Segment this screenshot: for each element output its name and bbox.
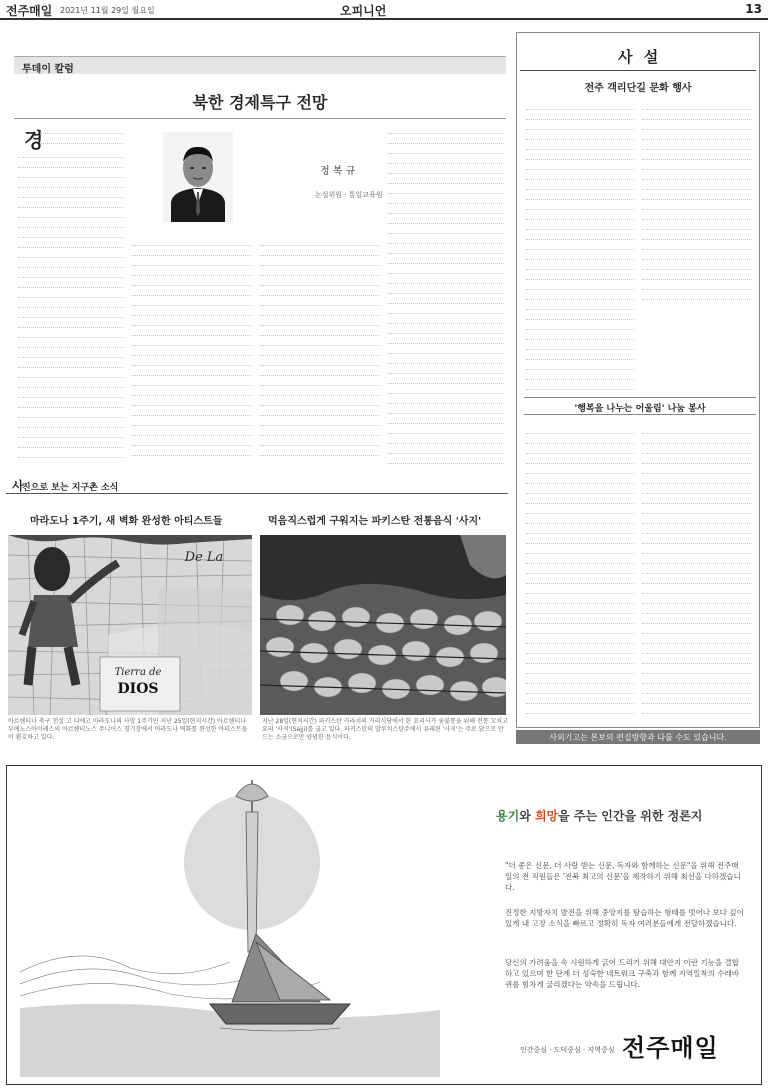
- text-line: [526, 170, 634, 180]
- text-line: [526, 160, 634, 170]
- column-label-bar: [14, 56, 506, 74]
- editorial-headline-2: '행복을 나누는 어울림' 나눔 봉사: [524, 397, 756, 415]
- text-line: [260, 356, 380, 366]
- text-line: [526, 544, 634, 554]
- text-line: [526, 644, 634, 654]
- text-line: [132, 426, 252, 436]
- text-line: [260, 406, 380, 416]
- text-line: [642, 544, 752, 554]
- text-line: [388, 134, 504, 144]
- text-line: [18, 158, 124, 168]
- text-line: [388, 374, 504, 384]
- text-line: [18, 148, 124, 158]
- text-line: [526, 290, 634, 300]
- text-line: [526, 310, 634, 320]
- text-line: [526, 370, 634, 380]
- text-line: [388, 184, 504, 194]
- text-line: [642, 494, 752, 504]
- text-line: [18, 178, 124, 188]
- text-line: [526, 614, 634, 624]
- text-line: [526, 434, 634, 444]
- text-line: [526, 444, 634, 454]
- text-line: [642, 484, 752, 494]
- text-line: [260, 246, 380, 256]
- column-text-col2: [132, 236, 252, 464]
- text-line: [526, 110, 634, 120]
- text-line: [260, 346, 380, 356]
- text-line: [642, 554, 752, 564]
- text-line: [132, 436, 252, 446]
- editorial-2-text-right: [642, 424, 752, 720]
- text-line: [260, 436, 380, 446]
- text-line: [642, 140, 752, 150]
- ad-paragraph-2: 진정한 지방자치 발전을 위해 중앙지를 탐습하는 형태를 벗어나 보다 깊이 있게 내 고장 소식을 빠르고 정확히 독자 여러분들에게 전달하겠습니다.: [505, 908, 744, 928]
- text-line: [526, 350, 634, 360]
- text-line: [526, 424, 634, 434]
- text-line: [526, 270, 634, 280]
- text-line: [526, 140, 634, 150]
- column-label: 투데이 칼럼: [22, 64, 74, 75]
- text-line: [132, 346, 252, 356]
- text-line: [526, 130, 634, 140]
- text-line: [388, 454, 504, 464]
- text-line: [260, 396, 380, 406]
- text-line: [526, 494, 634, 504]
- column-text-col4: [388, 124, 504, 464]
- text-line: [18, 328, 124, 338]
- text-line: [18, 388, 124, 398]
- text-line: [132, 266, 252, 276]
- text-line: [132, 276, 252, 286]
- text-line: [642, 260, 752, 270]
- text-line: [642, 110, 752, 120]
- text-line: [642, 240, 752, 250]
- page-header: [0, 0, 768, 20]
- ad-headline-part-2: 와: [519, 809, 535, 823]
- text-line: [526, 704, 634, 714]
- text-line: [260, 286, 380, 296]
- editorial-disclaimer: 사외기고는 본보의 편집방향과 다를 수도 있습니다.: [516, 730, 760, 744]
- right-photo-headline: 먹음직스럽게 구워지는 파키스탄 전통음식 '사지': [268, 516, 482, 527]
- text-line: [388, 174, 504, 184]
- text-line: [642, 100, 752, 110]
- author-name: 정 복 규: [320, 166, 356, 177]
- text-line: [526, 674, 634, 684]
- ad-logo: 전주매일: [622, 1034, 719, 1062]
- text-line: [388, 224, 504, 234]
- text-line: [388, 364, 504, 374]
- text-line: [18, 418, 124, 428]
- text-line: [388, 274, 504, 284]
- text-line: [642, 130, 752, 140]
- text-line: [132, 366, 252, 376]
- text-line: [388, 384, 504, 394]
- text-line: [526, 584, 634, 594]
- text-line: [388, 194, 504, 204]
- text-line: [642, 474, 752, 484]
- text-line: [526, 684, 634, 694]
- text-line: [260, 306, 380, 316]
- text-line: [18, 288, 124, 298]
- text-line: [642, 694, 752, 704]
- text-line: [526, 280, 634, 290]
- text-line: [132, 256, 252, 266]
- text-line: [388, 294, 504, 304]
- text-line: [132, 406, 252, 416]
- editorial-1-text-left: [526, 100, 634, 390]
- text-line: [526, 504, 634, 514]
- text-line: [18, 218, 124, 228]
- text-line: [40, 134, 124, 144]
- ad-paragraph-3: 당신의 가려움을 속 시원하게 긁어 드리기 위해 대안지 이란 기능을 결합하고 있으며 한 단계 더 성숙한 네트워크 구축과 함께 지역밀착의 수레바퀴를 힘차게 굴리겠다는 약속을 드립니다.: [505, 958, 739, 989]
- ad-headline-part-1: 용기: [496, 809, 520, 823]
- text-line: [388, 234, 504, 244]
- editorial-headline-1: 전주 객리단길 문화 행사: [584, 83, 692, 94]
- text-line: [526, 574, 634, 584]
- text-line: [642, 120, 752, 130]
- text-line: [526, 484, 634, 494]
- text-line: [388, 444, 504, 454]
- text-line: [642, 220, 752, 230]
- right-photo-caption: 지난 28일(현지시간) 파키스탄 카라치의 거리식당에서 한 요리사가 숯불통을 위해 전통 꼬치고 요리 '사지'(Sajji)를 굽고 있다. 파키스탄의 발루치스탄주에서 유래된 '사지'는 주로 닭으로 만드는 소금으로만 양념한 음식이다.: [262, 718, 508, 741]
- text-line: [260, 426, 380, 436]
- text-line: [642, 270, 752, 280]
- text-line: [526, 260, 634, 270]
- text-line: [132, 336, 252, 346]
- author-role: 논설위원 · 통일교육원: [315, 191, 383, 199]
- text-line: [642, 200, 752, 210]
- text-line: [642, 704, 752, 714]
- text-line: [642, 594, 752, 604]
- text-line: [260, 236, 380, 246]
- text-line: [18, 198, 124, 208]
- text-line: [260, 276, 380, 286]
- text-line: [132, 296, 252, 306]
- text-line: [526, 250, 634, 260]
- mural-text-3: DIOS: [117, 681, 159, 697]
- text-line: [388, 264, 504, 274]
- text-line: [260, 296, 380, 306]
- text-line: [18, 248, 124, 258]
- text-line: [526, 514, 634, 524]
- text-line: [642, 574, 752, 584]
- text-line: [388, 344, 504, 354]
- ad-headline-part-4: 을 주는 인간을 위한 정론지: [558, 809, 703, 823]
- left-photo-caption: 아르헨티나 축구 전설 고 디에고 마라도나의 사망 1주기인 지난 25일(현지시간) 아르헨티나 부에노스아이레스의 아르헨티노스 주니어스 경기장에서 마라도나 벽화를 완성한 아티스트들이 환호하고 있다.: [8, 718, 248, 741]
- text-line: [526, 300, 634, 310]
- text-line: [388, 334, 504, 344]
- text-line: [132, 286, 252, 296]
- text-line: [18, 208, 124, 218]
- text-line: [526, 100, 634, 110]
- column-title: 북한 경제특구 전망: [192, 93, 328, 112]
- editorial-label: 사 설: [618, 48, 662, 66]
- text-line: [388, 254, 504, 264]
- section-title: 오피니언: [340, 4, 387, 18]
- text-line: [18, 368, 124, 378]
- text-line: [642, 190, 752, 200]
- text-line: [260, 326, 380, 336]
- text-line: [388, 144, 504, 154]
- text-line: [388, 154, 504, 164]
- text-line: [642, 564, 752, 574]
- column-text-col1: [40, 124, 124, 146]
- editorial-divider: [520, 70, 756, 71]
- column-divider: [14, 118, 506, 119]
- text-line: [642, 444, 752, 454]
- text-line: [642, 584, 752, 594]
- editorial-1-text-right: [642, 100, 752, 300]
- text-line: [642, 674, 752, 684]
- text-line: [526, 534, 634, 544]
- photo-section-bar: [6, 476, 508, 494]
- text-line: [388, 354, 504, 364]
- text-line: [18, 298, 124, 308]
- text-line: [18, 188, 124, 198]
- text-line: [18, 168, 124, 178]
- text-line: [18, 338, 124, 348]
- ad-paragraph-1: "더 좋은 신문, 더 사랑 받는 신문, 독자와 함께하는 신문"을 위해 전주매일의 전 직원들은 '전북 최고의 신문'을 제작하기 위해 최선을 다하겠습니다.: [505, 861, 741, 892]
- text-line: [642, 180, 752, 190]
- text-line: [642, 150, 752, 160]
- text-line: [526, 180, 634, 190]
- text-line: [388, 434, 504, 444]
- text-line: [132, 376, 252, 386]
- text-line: [132, 416, 252, 426]
- text-line: [388, 424, 504, 434]
- photo-section-label: 진으로 보는 지구촌 소식: [22, 483, 119, 493]
- text-line: [388, 124, 504, 134]
- text-line: [132, 246, 252, 256]
- author-photo: [163, 132, 233, 222]
- text-line: [388, 404, 504, 414]
- text-line: [526, 654, 634, 664]
- text-line: [18, 408, 124, 418]
- text-line: [260, 446, 380, 456]
- text-line: [132, 306, 252, 316]
- text-line: [260, 366, 380, 376]
- text-line: [260, 266, 380, 276]
- text-line: [642, 654, 752, 664]
- photo-section-label-initial: 사: [12, 479, 24, 493]
- text-line: [642, 170, 752, 180]
- text-line: [526, 454, 634, 464]
- text-line: [132, 396, 252, 406]
- column-text-col1b: [18, 148, 124, 464]
- text-line: [260, 336, 380, 346]
- sajji-grill-photo: [260, 535, 506, 715]
- text-line: [132, 356, 252, 366]
- editorial-2-text-left: [526, 424, 634, 720]
- text-line: [526, 524, 634, 534]
- text-line: [388, 394, 504, 404]
- text-line: [388, 214, 504, 224]
- issue-date: 2021년 11월 29일 월요일: [60, 6, 155, 15]
- mural-text-1: De La: [184, 550, 224, 565]
- text-line: [642, 464, 752, 474]
- text-line: [642, 604, 752, 614]
- text-line: [526, 554, 634, 564]
- text-line: [18, 358, 124, 368]
- text-line: [526, 190, 634, 200]
- ad-illustration: [20, 772, 440, 1077]
- text-line: [18, 268, 124, 278]
- text-line: [526, 694, 634, 704]
- text-line: [18, 398, 124, 408]
- page-number: 13: [745, 2, 762, 16]
- text-line: [526, 624, 634, 634]
- text-line: [18, 318, 124, 328]
- text-line: [526, 240, 634, 250]
- text-line: [642, 524, 752, 534]
- text-line: [132, 326, 252, 336]
- text-line: [18, 438, 124, 448]
- text-line: [18, 448, 124, 458]
- text-line: [260, 376, 380, 386]
- text-line: [132, 386, 252, 396]
- text-line: [526, 360, 634, 370]
- text-line: [526, 564, 634, 574]
- text-line: [642, 624, 752, 634]
- text-line: [132, 446, 252, 456]
- text-line: [18, 378, 124, 388]
- text-line: [642, 614, 752, 624]
- text-line: [642, 210, 752, 220]
- text-line: [18, 428, 124, 438]
- text-line: [526, 230, 634, 240]
- text-line: [642, 514, 752, 524]
- text-line: [642, 250, 752, 260]
- text-line: [388, 244, 504, 254]
- text-line: [18, 308, 124, 318]
- text-line: [388, 304, 504, 314]
- text-line: [18, 238, 124, 248]
- text-line: [526, 200, 634, 210]
- ad-headline: [496, 807, 702, 824]
- text-line: [18, 228, 124, 238]
- left-photo-headline: 마라도나 1주기, 새 벽화 완성한 아티스트들: [30, 516, 223, 527]
- text-line: [132, 236, 252, 246]
- mural-text-2: Tierra de: [114, 667, 162, 678]
- maradona-mural-photo: [8, 535, 252, 715]
- text-line: [526, 664, 634, 674]
- drop-cap: 경: [24, 128, 44, 152]
- text-line: [526, 210, 634, 220]
- text-line: [526, 474, 634, 484]
- text-line: [642, 290, 752, 300]
- text-line: [526, 220, 634, 230]
- text-line: [526, 634, 634, 644]
- text-line: [642, 230, 752, 240]
- text-line: [388, 314, 504, 324]
- text-line: [642, 160, 752, 170]
- text-line: [388, 414, 504, 424]
- text-line: [388, 284, 504, 294]
- text-line: [642, 424, 752, 434]
- text-line: [388, 324, 504, 334]
- text-line: [526, 464, 634, 474]
- text-line: [526, 320, 634, 330]
- text-line: [526, 150, 634, 160]
- text-line: [388, 164, 504, 174]
- text-line: [18, 278, 124, 288]
- text-line: [642, 454, 752, 464]
- ad-slogan: 인간중심 · 도덕중심 · 지역중심: [520, 1046, 615, 1054]
- text-line: [642, 434, 752, 444]
- text-line: [526, 340, 634, 350]
- text-line: [526, 380, 634, 390]
- text-line: [642, 280, 752, 290]
- text-line: [642, 534, 752, 544]
- text-line: [388, 204, 504, 214]
- text-line: [132, 316, 252, 326]
- text-line: [526, 604, 634, 614]
- text-line: [526, 120, 634, 130]
- brand-name: 전주매일: [6, 4, 53, 18]
- text-line: [260, 386, 380, 396]
- text-line: [260, 256, 380, 266]
- column-text-col3: [260, 236, 380, 464]
- text-line: [642, 684, 752, 694]
- ad-headline-part-3: 희망: [534, 809, 559, 823]
- text-line: [642, 634, 752, 644]
- text-line: [526, 330, 634, 340]
- text-line: [642, 664, 752, 674]
- text-line: [526, 594, 634, 604]
- text-line: [642, 504, 752, 514]
- text-line: [40, 124, 124, 134]
- text-line: [260, 316, 380, 326]
- text-line: [18, 258, 124, 268]
- text-line: [260, 416, 380, 426]
- text-line: [18, 348, 124, 358]
- text-line: [642, 644, 752, 654]
